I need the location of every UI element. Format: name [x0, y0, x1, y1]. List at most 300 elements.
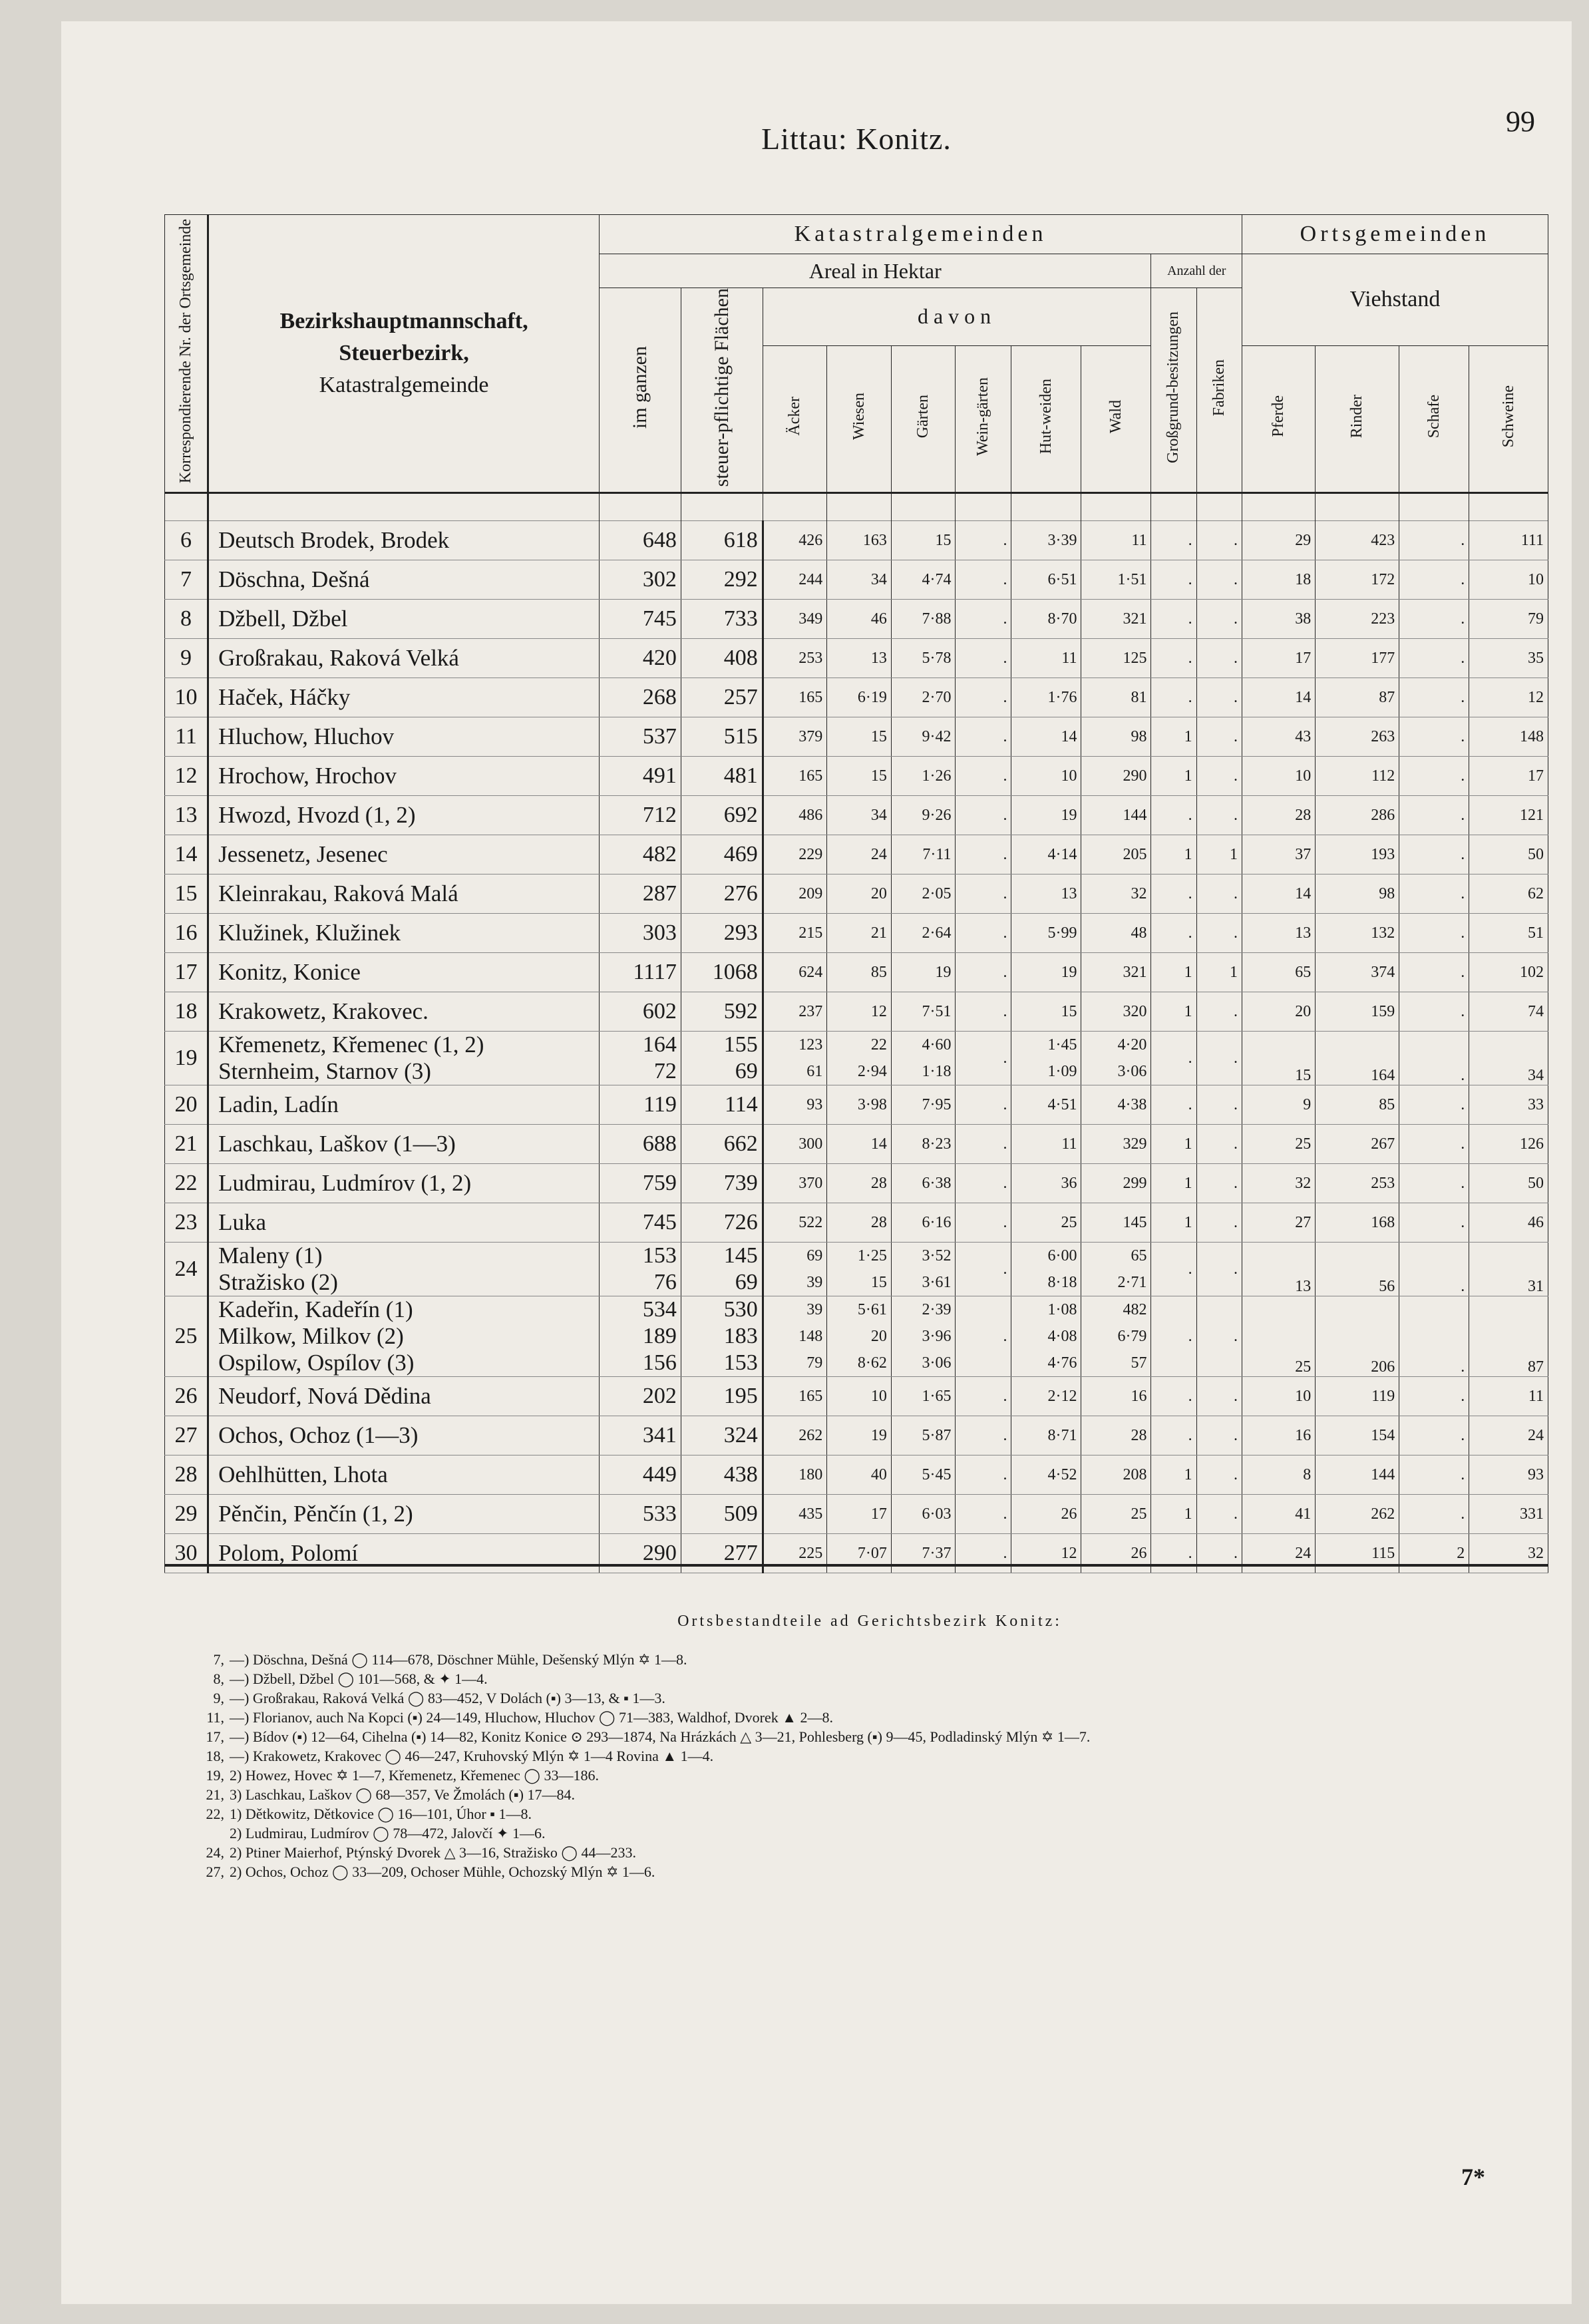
row-name: Deutsch Brodek, Brodek	[208, 521, 600, 560]
cell-f: .	[1196, 796, 1242, 835]
cell-w: 7·07	[827, 1534, 892, 1573]
cell-w	[827, 1032, 892, 1085]
cell-dot: .	[1196, 1032, 1242, 1085]
cell-a: 300	[763, 1125, 827, 1164]
cell-f: .	[1196, 717, 1242, 757]
cell-g: 482	[600, 835, 681, 874]
cell-we: .	[956, 639, 1011, 678]
cell-p: 25	[1242, 1296, 1316, 1377]
cell-w: 6·19	[827, 678, 892, 717]
table-row	[165, 914, 1548, 953]
note-text: 1) Dětkowitz, Dětkovice ◯ 16—101, Úhor ▪ 1—8.	[230, 1806, 532, 1822]
signature-mark: 7*	[1461, 2164, 1485, 2190]
cell-ga	[891, 1243, 956, 1296]
cell-a-line: 39	[806, 1301, 823, 1319]
cell-f: .	[1196, 678, 1242, 717]
cell-s: 481	[681, 757, 763, 796]
row-name-line: Stražisko (2)	[218, 1269, 338, 1296]
note-line	[178, 1766, 1562, 1785]
note-key: 22,	[206, 1806, 224, 1822]
cell-h: 26	[1011, 1495, 1081, 1534]
cell-f: .	[1196, 1085, 1242, 1125]
cell-sw: 32	[1469, 1534, 1548, 1573]
cell-f: .	[1196, 874, 1242, 914]
cell-g: 712	[600, 796, 681, 835]
cell-ga	[891, 1296, 956, 1377]
row-number: 29	[165, 1495, 208, 1534]
cell-h: 19	[1011, 953, 1081, 992]
note-text: 2) Howez, Hovec ✡ 1—7, Křemenetz, Křemenec ◯ 33—186.	[230, 1767, 599, 1784]
cell-wa: 144	[1081, 796, 1151, 835]
cell-w-line: 8·62	[857, 1354, 887, 1372]
cell-h: 14	[1011, 717, 1081, 757]
cell-r: 85	[1316, 1085, 1399, 1125]
cell-w: 28	[827, 1203, 892, 1243]
cell-p: 9	[1242, 1085, 1316, 1125]
cell-f: .	[1196, 1164, 1242, 1203]
note-key: 27,	[206, 1863, 224, 1880]
cell-wa: 26	[1081, 1534, 1151, 1573]
cell-sc: .	[1399, 1377, 1469, 1416]
table-row	[165, 560, 1548, 600]
cell-sw: 35	[1469, 639, 1548, 678]
cell-a: 624	[763, 953, 827, 992]
note-line	[178, 1746, 1562, 1766]
cell-wa: 48	[1081, 914, 1151, 953]
cell-gr: .	[1151, 874, 1196, 914]
cell-we: .	[956, 1203, 1011, 1243]
cell-sc: .	[1399, 639, 1469, 678]
cell-sw: 102	[1469, 953, 1548, 992]
cell-s: 469	[681, 835, 763, 874]
cell-sw: 74	[1469, 992, 1548, 1032]
cell-wa-line: 65	[1131, 1247, 1147, 1265]
cell-h: 10	[1011, 757, 1081, 796]
cell-f: .	[1196, 639, 1242, 678]
cell-dot: .	[1151, 1032, 1196, 1085]
cell-dot: .	[1399, 1296, 1469, 1377]
cell-g: 602	[600, 992, 681, 1032]
cell-w: 20	[827, 874, 892, 914]
cell-gr: .	[1151, 796, 1196, 835]
cell-sw: 87	[1469, 1296, 1548, 1377]
table-row	[165, 717, 1548, 757]
cell-p: 27	[1242, 1203, 1316, 1243]
cell-g: 759	[600, 1164, 681, 1203]
row-name-line: Milkow, Milkov (2)	[218, 1323, 404, 1350]
cell-s: 277	[681, 1534, 763, 1573]
note-text: 2) Ptiner Maierhof, Ptýnský Dvorek △ 3—16, Stražisko ◯ 44—233.	[230, 1844, 637, 1861]
cell-sc: .	[1399, 835, 1469, 874]
cell-sc: .	[1399, 678, 1469, 717]
cell-ga-line: 3·96	[922, 1328, 952, 1346]
cell-sc: .	[1399, 521, 1469, 560]
cell-g: 491	[600, 757, 681, 796]
cell-we: .	[956, 717, 1011, 757]
note-text: 2) Ludmirau, Ludmírov ◯ 78—472, Jalovčí ✦ 1—6.	[230, 1825, 546, 1841]
cell-sw: 121	[1469, 796, 1548, 835]
cell-r: 112	[1316, 757, 1399, 796]
row-name: Jessenetz, Jesenec	[208, 835, 600, 874]
row-number: 14	[165, 835, 208, 874]
cell-p: 14	[1242, 678, 1316, 717]
cell-dot: .	[956, 1296, 1011, 1377]
cell-a: 379	[763, 717, 827, 757]
row-number: 21	[165, 1125, 208, 1164]
cell-we: .	[956, 914, 1011, 953]
cell-g-line: 76	[653, 1270, 677, 1295]
row-number: 6	[165, 521, 208, 560]
cell-h: 1·76	[1011, 678, 1081, 717]
cell-r: 98	[1316, 874, 1399, 914]
cell-h: 36	[1011, 1164, 1081, 1203]
note-text: —) Bídov (▪) 12—64, Cihelna (▪) 14—82, Konitz Konice ⊙ 293—1874, Na Hrázkách △ 3—21, Pohlesberg (▪) 9—45, Podladinský Mlýn ✡ 1—7.	[230, 1728, 1091, 1745]
header-schafe: Schafe	[1399, 345, 1469, 493]
cell-a-line: 61	[806, 1063, 823, 1081]
cell-a-line: 39	[806, 1274, 823, 1292]
cell-w-line: 1·25	[857, 1247, 887, 1265]
cell-we: .	[956, 1164, 1011, 1203]
cell-w: 85	[827, 953, 892, 992]
row-name-line: Maleny (1)	[218, 1243, 323, 1269]
header-im-ganzen: im ganzen	[600, 288, 681, 493]
table-row	[165, 1495, 1548, 1534]
cell-r: 119	[1316, 1377, 1399, 1416]
cell-we: .	[956, 835, 1011, 874]
cell-ga: 7·11	[891, 835, 956, 874]
cell-a: 209	[763, 874, 827, 914]
cell-gr: .	[1151, 521, 1196, 560]
cell-w: 21	[827, 914, 892, 953]
table-row	[165, 1455, 1548, 1495]
cell-w-line: 22	[870, 1036, 887, 1054]
cell-w: 13	[827, 639, 892, 678]
cell-w: 34	[827, 796, 892, 835]
cell-h: 19	[1011, 796, 1081, 835]
cell-sw: 331	[1469, 1495, 1548, 1534]
cell-w: 15	[827, 717, 892, 757]
cell-dot: .	[956, 1243, 1011, 1296]
row-number: 13	[165, 796, 208, 835]
table-row	[165, 521, 1548, 560]
cell-h	[1011, 1296, 1081, 1377]
cell-gr: 1	[1151, 1164, 1196, 1203]
row-name: Döschna, Dešná	[208, 560, 600, 600]
statistics-table	[164, 214, 1548, 1573]
cell-ga: 5·45	[891, 1455, 956, 1495]
cell-a: 229	[763, 835, 827, 874]
cell-r: 223	[1316, 600, 1399, 639]
cell-wa	[1081, 1032, 1151, 1085]
cell-gr: 1	[1151, 1125, 1196, 1164]
cell-s: 515	[681, 717, 763, 757]
note-key: 8,	[213, 1670, 224, 1687]
cell-s-line: 69	[735, 1059, 758, 1084]
row-name	[208, 1243, 600, 1296]
cell-g-line: 189	[642, 1324, 677, 1349]
cell-gr: .	[1151, 639, 1196, 678]
cell-r: 263	[1316, 717, 1399, 757]
note-key: 17,	[206, 1728, 224, 1745]
cell-a: 215	[763, 914, 827, 953]
cell-s: 438	[681, 1455, 763, 1495]
cell-wa: 28	[1081, 1416, 1151, 1455]
cell-ga: 1·65	[891, 1377, 956, 1416]
note-text: —) Großrakau, Raková Velká ◯ 83—452, V Dolách (▪) 3—13, & ▪ 1—3.	[230, 1690, 665, 1706]
header-wiesen: Wiesen	[827, 345, 892, 493]
cell-p: 20	[1242, 992, 1316, 1032]
row-number: 11	[165, 717, 208, 757]
cell-a: 180	[763, 1455, 827, 1495]
row-name	[208, 1032, 600, 1085]
cell-ga: 6·03	[891, 1495, 956, 1534]
cell-w: 12	[827, 992, 892, 1032]
cell-g: 745	[600, 1203, 681, 1243]
cell-wa: 320	[1081, 992, 1151, 1032]
cell-dot: .	[1196, 1243, 1242, 1296]
cell-gr: .	[1151, 560, 1196, 600]
cell-s: 662	[681, 1125, 763, 1164]
cell-g	[600, 1243, 681, 1296]
cell-a: 237	[763, 992, 827, 1032]
cell-wa: 125	[1081, 639, 1151, 678]
note-text: —) Džbell, Džbel ◯ 101—568, & ✦ 1—4.	[230, 1670, 488, 1687]
cell-we: .	[956, 600, 1011, 639]
cell-gr: 1	[1151, 757, 1196, 796]
note-line	[178, 1804, 1562, 1824]
cell-wa: 25	[1081, 1495, 1151, 1534]
cell-a-line: 79	[806, 1354, 823, 1372]
row-name: Polom, Polomí	[208, 1534, 600, 1573]
cell-wa: 81	[1081, 678, 1151, 717]
cell-sw: 50	[1469, 1164, 1548, 1203]
cell-wa: 16	[1081, 1377, 1151, 1416]
row-name: Großrakau, Raková Velká	[208, 639, 600, 678]
cell-sc: .	[1399, 953, 1469, 992]
cell-dot: .	[1196, 1296, 1242, 1377]
cell-w-line: 2·94	[857, 1063, 887, 1081]
row-name: Neudorf, Nová Dědina	[208, 1377, 600, 1416]
cell-f: .	[1196, 1416, 1242, 1455]
row-name: Konitz, Konice	[208, 953, 600, 992]
cell-ga: 2·05	[891, 874, 956, 914]
cell-r: 144	[1316, 1455, 1399, 1495]
cell-h-line: 4·08	[1047, 1328, 1077, 1346]
cell-f: .	[1196, 521, 1242, 560]
row-number: 12	[165, 757, 208, 796]
cell-sc: .	[1399, 560, 1469, 600]
cell-r: 132	[1316, 914, 1399, 953]
header-grossgrund: Großgrund-besitzungen	[1151, 288, 1196, 493]
header-ortsgemeinden: Ortsgemeinden	[1242, 215, 1548, 254]
cell-ga: 1·26	[891, 757, 956, 796]
cell-ga: 19	[891, 953, 956, 992]
cell-s-line: 530	[723, 1297, 758, 1322]
table-row	[165, 1377, 1548, 1416]
cell-p: 16	[1242, 1416, 1316, 1455]
cell-h: 3·39	[1011, 521, 1081, 560]
cell-g-line: 164	[642, 1032, 677, 1058]
cell-h: 2·12	[1011, 1377, 1081, 1416]
cell-sw: 111	[1469, 521, 1548, 560]
cell-sc: .	[1399, 874, 1469, 914]
cell-s: 257	[681, 678, 763, 717]
table-row	[165, 1416, 1548, 1455]
table-row	[165, 639, 1548, 678]
cell-w-line: 20	[870, 1328, 887, 1346]
cell-p: 32	[1242, 1164, 1316, 1203]
cell-ga: 7·51	[891, 992, 956, 1032]
cell-f: .	[1196, 757, 1242, 796]
cell-sw: 34	[1469, 1032, 1548, 1085]
cell-r: 423	[1316, 521, 1399, 560]
cell-p: 15	[1242, 1032, 1316, 1085]
cell-w-line: 5·61	[857, 1301, 887, 1319]
cell-g-line: 72	[653, 1059, 677, 1084]
cell-a: 426	[763, 521, 827, 560]
cell-h: 8·70	[1011, 600, 1081, 639]
cell-f: .	[1196, 1455, 1242, 1495]
cell-wa	[1081, 1243, 1151, 1296]
row-name-line: Křemenetz, Křemenec (1, 2)	[218, 1032, 484, 1058]
page	[61, 21, 1572, 2304]
cell-s: 408	[681, 639, 763, 678]
cell-f: .	[1196, 1495, 1242, 1534]
cell-ga: 2·64	[891, 914, 956, 953]
cell-p: 10	[1242, 757, 1316, 796]
cell-r: 87	[1316, 678, 1399, 717]
row-name: Ochos, Ochoz (1—3)	[208, 1416, 600, 1455]
cell-r: 154	[1316, 1416, 1399, 1455]
note-key: 19,	[206, 1767, 224, 1784]
cell-s-line: 69	[735, 1270, 758, 1295]
cell-h: 5·99	[1011, 914, 1081, 953]
cell-a: 253	[763, 639, 827, 678]
header-fabriken: Fabriken	[1196, 288, 1242, 493]
cell-h-line: 6·00	[1047, 1247, 1077, 1265]
cell-s: 733	[681, 600, 763, 639]
row-number: 25	[165, 1296, 208, 1377]
cell-we: .	[956, 678, 1011, 717]
table-row	[165, 1125, 1548, 1164]
row-name-line: Sternheim, Starnov (3)	[218, 1058, 431, 1085]
cell-s-line: 155	[723, 1032, 758, 1058]
row-number: 8	[165, 600, 208, 639]
header-name: Bezirkshauptmannschaft, Steuerbezirk, Katastralgemeinde	[208, 215, 600, 493]
table-row	[165, 600, 1548, 639]
cell-p: 28	[1242, 796, 1316, 835]
table-row	[165, 1243, 1548, 1296]
cell-h: 25	[1011, 1203, 1081, 1243]
cell-sc: .	[1399, 796, 1469, 835]
cell-p: 10	[1242, 1377, 1316, 1416]
row-number: 23	[165, 1203, 208, 1243]
cell-wa-line: 482	[1123, 1301, 1147, 1319]
cell-f: .	[1196, 914, 1242, 953]
cell-p: 37	[1242, 835, 1316, 874]
cell-h	[1011, 1032, 1081, 1085]
row-name: Pěnčin, Pěnčín (1, 2)	[208, 1495, 600, 1534]
cell-g: 688	[600, 1125, 681, 1164]
cell-h: 4·14	[1011, 835, 1081, 874]
cell-r: 164	[1316, 1032, 1399, 1085]
cell-ga-line: 3·06	[922, 1354, 952, 1372]
cell-ga: 4·74	[891, 560, 956, 600]
cell-wa	[1081, 1296, 1151, 1377]
cell-gr: .	[1151, 1534, 1196, 1573]
table-row	[165, 835, 1548, 874]
table-row	[165, 757, 1548, 796]
cell-ga: 5·87	[891, 1416, 956, 1455]
cell-ga: 7·88	[891, 600, 956, 639]
header-wald: Wald	[1081, 345, 1151, 493]
cell-p: 17	[1242, 639, 1316, 678]
cell-ga: 6·16	[891, 1203, 956, 1243]
cell-ga: 7·95	[891, 1085, 956, 1125]
note-text: 3) Laschkau, Laškov ◯ 68—357, Ve Žmolách (▪) 17—84.	[230, 1786, 575, 1803]
note-line	[178, 1862, 1562, 1881]
row-number: 19	[165, 1032, 208, 1085]
note-line	[178, 1785, 1562, 1804]
note-line	[178, 1669, 1562, 1688]
cell-w: 46	[827, 600, 892, 639]
cell-we: .	[956, 992, 1011, 1032]
header-steuer: steuer-pflichtige Flächen	[681, 288, 763, 493]
cell-w: 40	[827, 1455, 892, 1495]
row-number: 18	[165, 992, 208, 1032]
row-name: Ludmirau, Ludmírov (1, 2)	[208, 1164, 600, 1203]
cell-r: 206	[1316, 1296, 1399, 1377]
cell-f: 1	[1196, 953, 1242, 992]
cell-h: 6·51	[1011, 560, 1081, 600]
cell-s-line: 145	[723, 1243, 758, 1268]
row-name: Ladin, Ladín	[208, 1085, 600, 1125]
cell-wa: 299	[1081, 1164, 1151, 1203]
cell-sc: .	[1399, 1495, 1469, 1534]
row-name	[208, 1296, 600, 1377]
row-name: Hrochow, Hrochov	[208, 757, 600, 796]
table-row	[165, 678, 1548, 717]
header-katastral: Katastralgemeinden	[600, 215, 1242, 254]
cell-we: .	[956, 1534, 1011, 1573]
cell-r: 115	[1316, 1534, 1399, 1573]
cell-f: .	[1196, 1377, 1242, 1416]
cell-a-line: 148	[798, 1328, 823, 1346]
cell-s: 324	[681, 1416, 763, 1455]
cell-sw: 148	[1469, 717, 1548, 757]
cell-sw: 24	[1469, 1416, 1548, 1455]
table-row	[165, 953, 1548, 992]
cell-h-line: 4·76	[1047, 1354, 1077, 1372]
row-name: Klužinek, Klužinek	[208, 914, 600, 953]
cell-p: 13	[1242, 1243, 1316, 1296]
cell-gr: 1	[1151, 717, 1196, 757]
cell-h: 11	[1011, 639, 1081, 678]
cell-s: 114	[681, 1085, 763, 1125]
cell-a-line: 123	[798, 1036, 823, 1054]
row-name-line: Kadeřin, Kadeřín (1)	[218, 1296, 413, 1323]
cell-w: 24	[827, 835, 892, 874]
cell-a: 370	[763, 1164, 827, 1203]
table-row	[165, 796, 1548, 835]
cell-ga: 6·38	[891, 1164, 956, 1203]
cell-g: 420	[600, 639, 681, 678]
row-name: Hluchow, Hluchov	[208, 717, 600, 757]
cell-r: 253	[1316, 1164, 1399, 1203]
cell-r: 159	[1316, 992, 1399, 1032]
cell-h-line: 1·08	[1047, 1301, 1077, 1319]
note-line	[178, 1688, 1562, 1708]
